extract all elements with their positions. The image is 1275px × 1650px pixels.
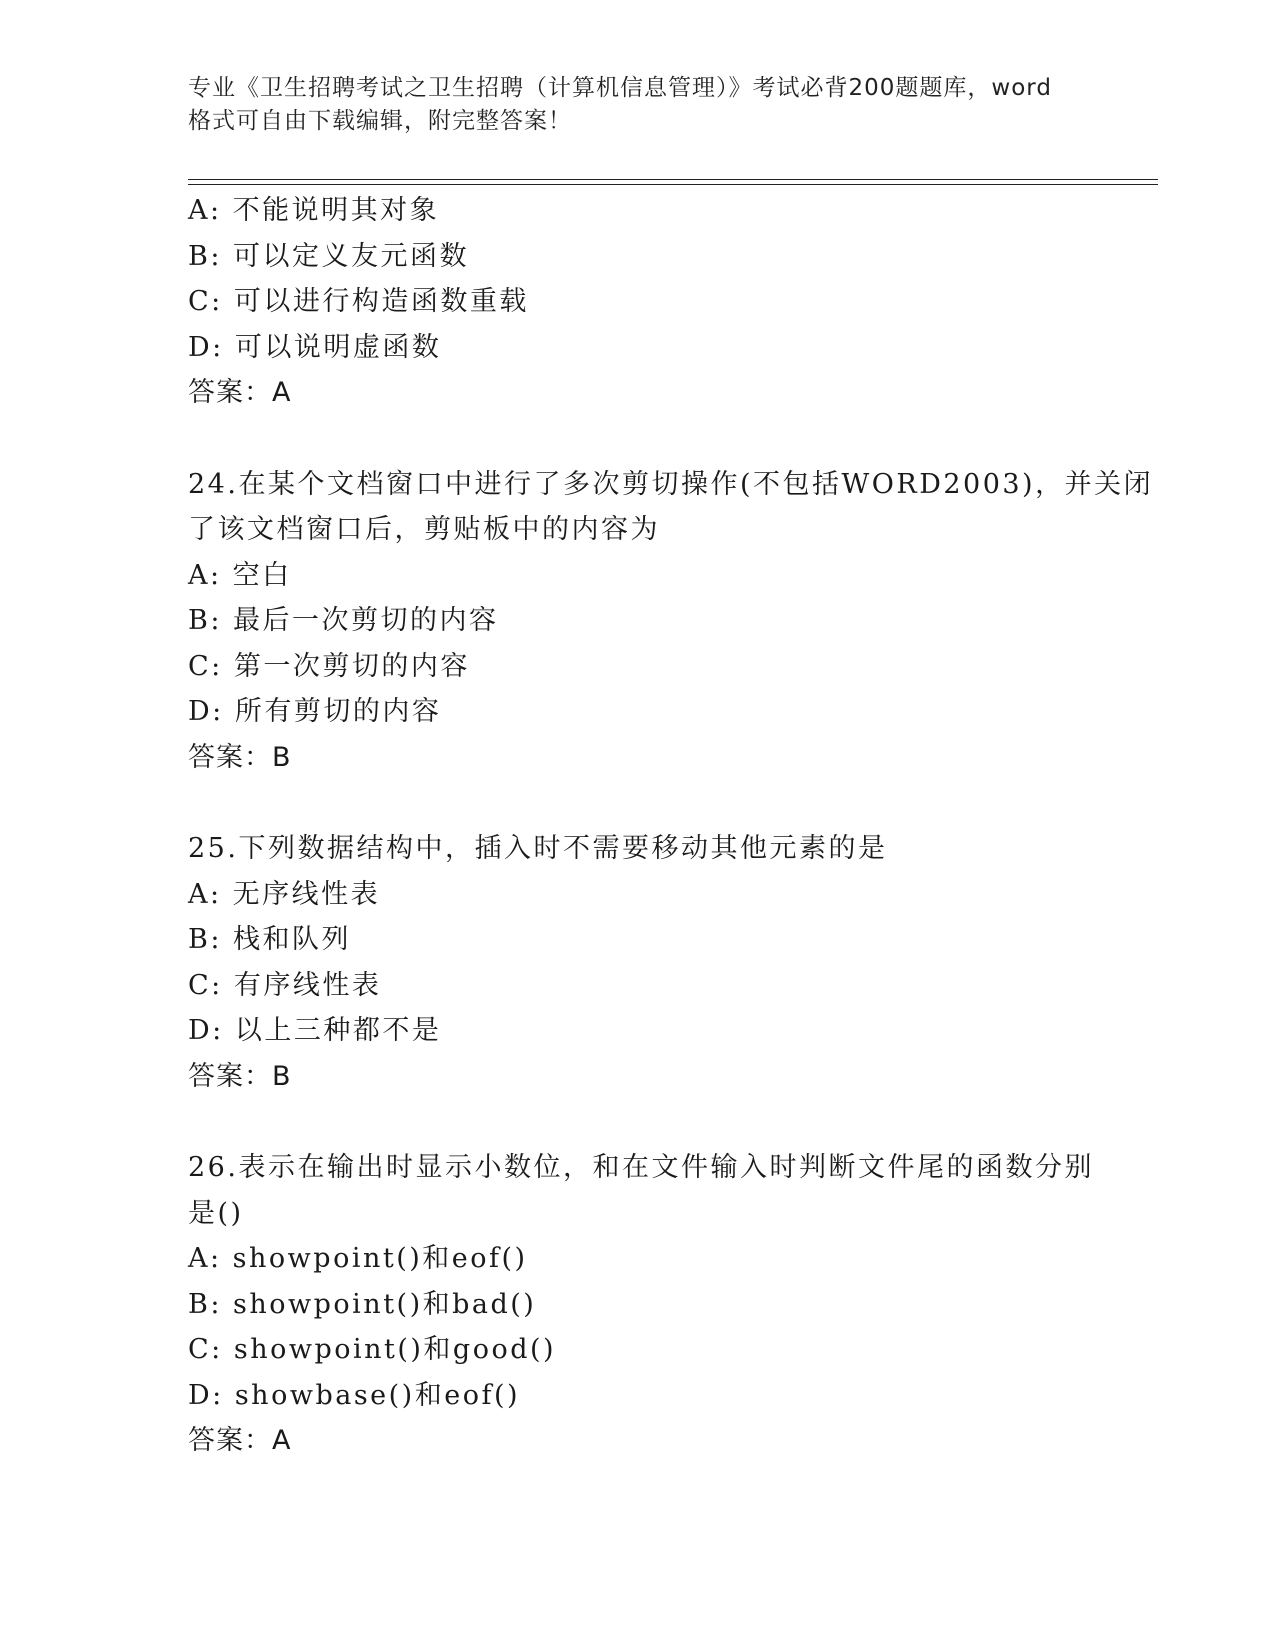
option-b: B: showpoint()和bad() bbox=[188, 1288, 537, 1320]
header-line-1: 专业《卫生招聘考试之卫生招聘（计算机信息管理）》考试必背200题题库，word bbox=[188, 75, 1052, 101]
question-text-line-1: 26.表示在输出时显示小数位，和在文件输入时判断文件尾的函数分别 bbox=[188, 1152, 1094, 1183]
answer-line: 答案：A bbox=[188, 377, 292, 408]
option-c: C: showpoint()和good() bbox=[188, 1334, 557, 1365]
question-block-previous bbox=[188, 188, 1098, 416]
header-divider-top bbox=[188, 179, 1158, 180]
header-divider-bottom bbox=[188, 184, 1158, 185]
question-block-26 bbox=[188, 1145, 1098, 1464]
question-text-line-1: 25.下列数据结构中，插入时不需要移动其他元素的是 bbox=[188, 833, 888, 864]
answer-line: 答案：B bbox=[188, 1060, 292, 1092]
document-header bbox=[188, 72, 1088, 138]
answer-line: 答案：B bbox=[188, 741, 292, 773]
option-a: A: showpoint()和eof() bbox=[188, 1243, 528, 1274]
option-c: C: 有序线性表 bbox=[188, 969, 382, 1001]
option-d: D: showbase()和eof() bbox=[188, 1379, 521, 1411]
question-text-line-2: 是() bbox=[188, 1197, 244, 1229]
option-b: B: 可以定义友元函数 bbox=[188, 240, 470, 272]
question-block-24 bbox=[188, 462, 1154, 781]
option-c: C: 可以进行构造函数重载 bbox=[188, 286, 529, 317]
answer-line: 答案：A bbox=[188, 1425, 292, 1456]
option-a: A: 不能说明其对象 bbox=[188, 195, 440, 226]
option-a: A: 空白 bbox=[188, 559, 292, 591]
header-line-2: 格式可自由下载编辑，附完整答案！ bbox=[188, 108, 572, 134]
option-b: B: 最后一次剪切的内容 bbox=[188, 605, 499, 636]
option-d: D: 可以说明虚函数 bbox=[188, 331, 442, 363]
option-d: D: 所有剪切的内容 bbox=[188, 696, 442, 727]
option-c: C: 第一次剪切的内容 bbox=[188, 650, 470, 682]
question-list bbox=[188, 188, 1154, 1464]
question-text-line-1: 24.在某个文档窗口中进行了多次剪切操作(不包括WORD2003)，并关闭 bbox=[188, 468, 1154, 500]
option-b: B: 栈和队列 bbox=[188, 924, 352, 955]
question-text-line-2: 了该文档窗口后，剪贴板中的内容为 bbox=[188, 514, 660, 545]
option-d: D: 以上三种都不是 bbox=[188, 1015, 442, 1046]
question-block-25 bbox=[188, 826, 1098, 1099]
option-a: A: 无序线性表 bbox=[188, 878, 381, 910]
